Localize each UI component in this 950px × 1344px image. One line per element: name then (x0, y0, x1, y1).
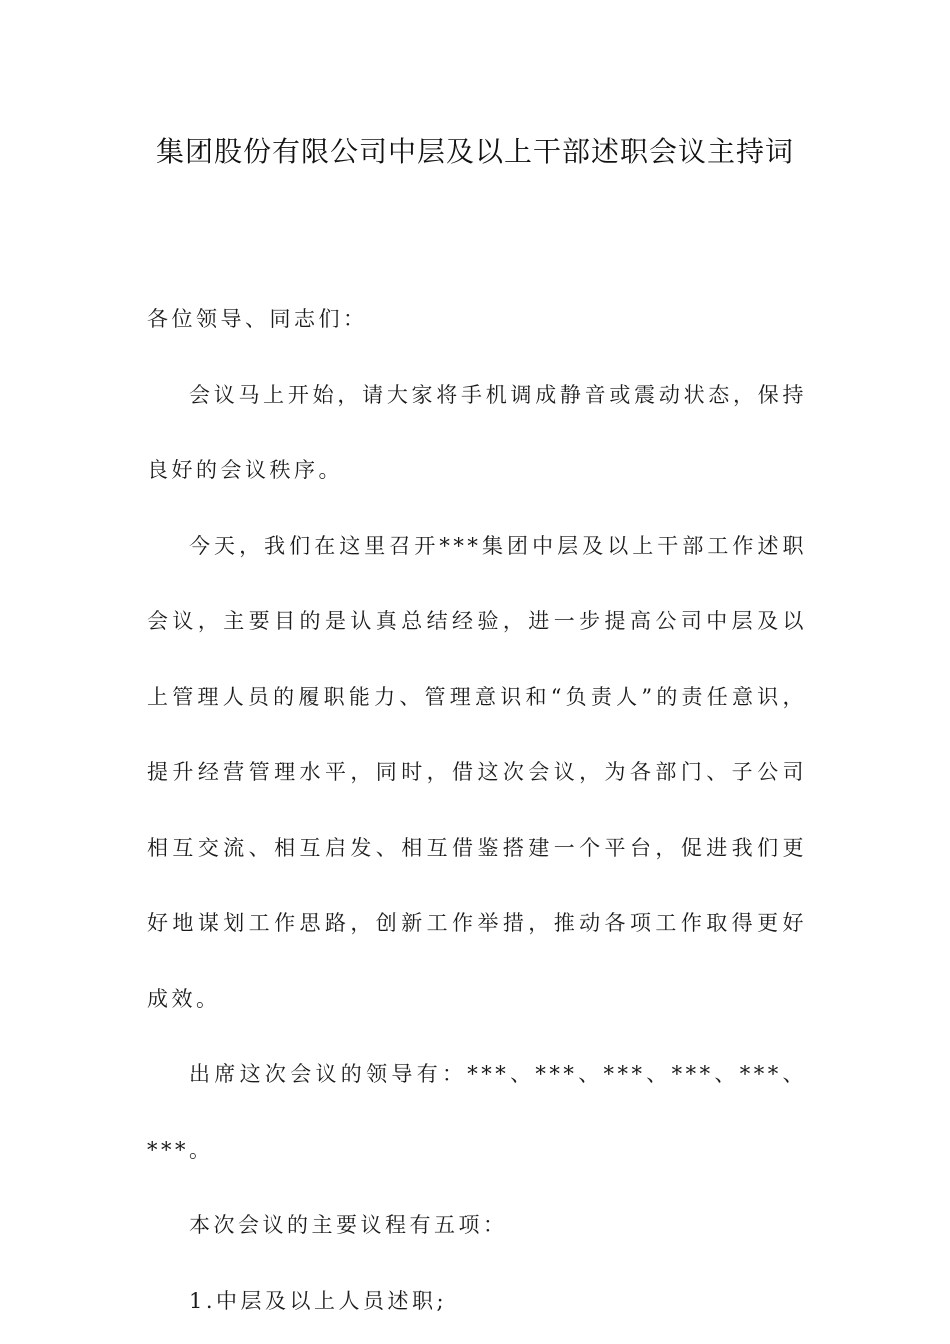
purpose-paragraph: 今天，我们在这里召开***集团中层及以上干部工作述职会议，主要目的是认真总结经验，进一步提高公司中层及以上管理人员的履职能力、管理意识和“负责人”的责任意识，提升经营管理水平，同时，借这次会议，为各部门、子公司相互交流、相互启发、相互借鉴搭建一个平台，促进我们更好地谋划工作思路，创新工作举措，推动各项工作取得更好成效。 (147, 533, 807, 1011)
salutation-paragraph: 各位领导、同志们： (147, 307, 368, 331)
agenda-item-1: 1.中层及以上人员述职; (189, 1288, 448, 1313)
opening-paragraph: 会议马上开始，请大家将手机调成静音或震动状态，保持良好的会议秩序。 (147, 382, 807, 482)
document-body (147, 282, 807, 1339)
agenda-intro-paragraph: 本次会议的主要议程有五项： (189, 1213, 508, 1237)
attendees-paragraph: 出席这次会议的领导有：***、***、***、***、***、***。 (147, 1062, 807, 1162)
document-title: 集团股份有限公司中层及以上干部述职会议主持词 (155, 135, 794, 168)
